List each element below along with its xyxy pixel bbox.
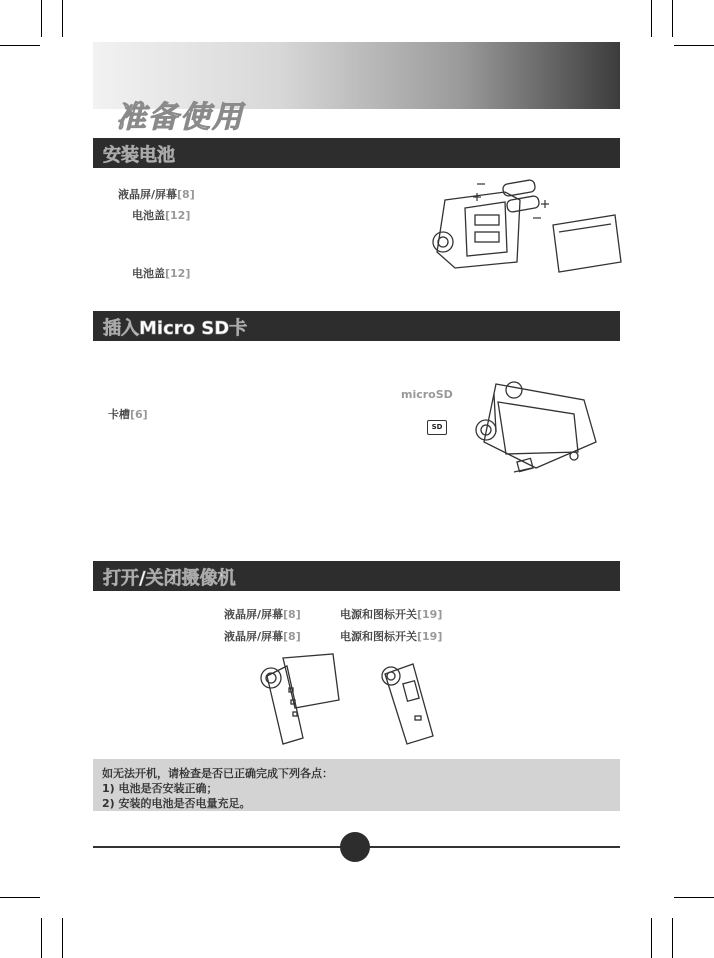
battery-install-illustration xyxy=(425,170,625,285)
section-title: 打开/关闭摄像机 xyxy=(103,568,236,589)
chapter-title: 准备使用 xyxy=(116,100,244,135)
ref-number: [8] xyxy=(283,630,301,643)
ref-number: [19] xyxy=(417,608,443,621)
crop-mark xyxy=(0,45,40,46)
camera-closed-illustration xyxy=(375,656,440,748)
note-box xyxy=(93,759,620,811)
crop-mark xyxy=(41,918,42,958)
crop-mark xyxy=(0,897,40,898)
crop-mark xyxy=(41,0,42,37)
battery-step-1 xyxy=(118,186,195,202)
battery-step-2 xyxy=(132,207,190,223)
note-line: 如无法开机，请检查是否已正确完成下列各点： xyxy=(102,767,333,780)
microsd-label: microSD xyxy=(401,388,453,401)
ref-number: [8] xyxy=(177,188,195,201)
lcd-label: 液晶屏/屏幕 xyxy=(224,608,284,621)
sd-icon-text: SD xyxy=(431,423,443,431)
note-line: 2) 安装的电池是否电量充足。 xyxy=(102,797,251,810)
sd-card-icon xyxy=(427,420,447,435)
crop-mark xyxy=(674,897,714,898)
section-header-sdcard xyxy=(93,311,620,341)
section-title: 安装电池 xyxy=(103,145,175,166)
battery-step-3 xyxy=(132,265,190,281)
crop-mark xyxy=(672,918,673,958)
crop-mark xyxy=(651,0,652,37)
power-switch-label: 电源和图标开关 xyxy=(340,608,417,621)
section-header-battery xyxy=(93,138,620,168)
ref-number: [19] xyxy=(417,630,443,643)
power-switch-row xyxy=(340,628,442,644)
ref-number: [6] xyxy=(130,408,148,421)
crop-mark xyxy=(62,918,63,958)
card-slot-label: 卡槽 xyxy=(108,408,130,421)
battery-cover-label: 电池盖 xyxy=(132,209,165,222)
power-switch-row xyxy=(340,606,442,622)
crop-mark xyxy=(672,0,673,37)
card-slot-text xyxy=(108,406,148,422)
battery-cover-label: 电池盖 xyxy=(132,267,165,280)
lcd-label: 液晶屏/屏幕 xyxy=(118,188,178,201)
power-switch-label: 电源和图标开关 xyxy=(340,630,417,643)
ref-number: [8] xyxy=(283,608,301,621)
crop-mark xyxy=(651,918,652,958)
page-number-marker xyxy=(340,832,370,862)
crop-mark xyxy=(62,0,63,37)
section-header-power xyxy=(93,561,620,591)
lcd-label: 液晶屏/屏幕 xyxy=(224,630,284,643)
camera-open-illustration xyxy=(255,648,340,748)
power-off-row xyxy=(224,628,301,644)
crop-mark xyxy=(674,45,714,46)
section-title: 插入Micro SD卡 xyxy=(103,318,248,339)
power-on-row xyxy=(224,606,301,622)
ref-number: [12] xyxy=(165,267,191,280)
sdcard-insert-illustration xyxy=(466,372,614,482)
ref-number: [12] xyxy=(165,209,191,222)
note-line: 1) 电池是否安装正确； xyxy=(102,782,218,795)
